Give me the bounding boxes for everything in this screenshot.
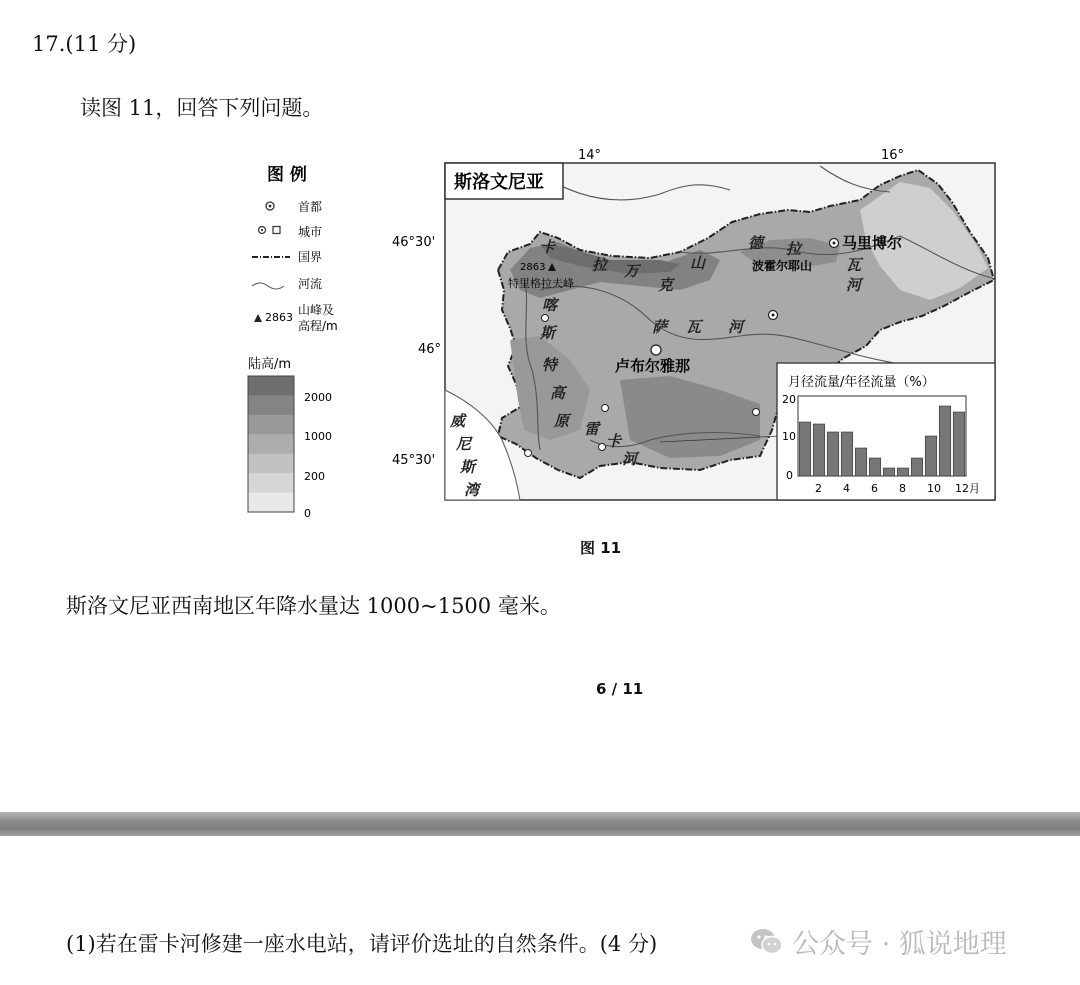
chart-bar-month-11 <box>939 406 950 476</box>
chart-xtick: 6 <box>871 482 878 495</box>
legend-elev-title: 陆高/m <box>248 357 292 372</box>
karavanke-char-4: 克 <box>658 276 674 294</box>
karavanke-char-1: 卡 <box>540 238 556 256</box>
chart-xtick: 10 <box>927 482 941 495</box>
city-symbol-icon <box>259 227 281 234</box>
question-number: 17.(11 分) <box>32 32 137 56</box>
chart-bar-month-6 <box>869 458 880 476</box>
page-indicator: 6 / 11 <box>596 680 644 698</box>
map-title: 斯洛文尼亚 <box>454 172 544 193</box>
chart-xtick: 2 <box>815 482 822 495</box>
elev-tick-2000: 2000 <box>304 391 332 404</box>
karavanke-char-2: 拉 <box>592 256 608 274</box>
capital-symbol-icon <box>266 202 274 210</box>
figure-caption: 图 11 <box>580 539 622 557</box>
chart-title: 月径流量/年径流量（%） <box>788 375 935 390</box>
chart-ytick-20: 20 <box>782 393 796 406</box>
elevation-band <box>248 376 294 396</box>
chart-bar-month-1 <box>799 422 810 476</box>
ljubljana-capital-icon <box>651 345 661 355</box>
drava-char-3: 瓦 <box>846 256 862 274</box>
karst-char-4: 高 <box>550 384 566 402</box>
elevation-scale <box>248 376 294 513</box>
legend-item-peak: 山峰及 <box>298 303 335 317</box>
map <box>392 148 995 500</box>
pohorje-label: 波霍尔耶山 <box>752 259 813 273</box>
venice-char-2: 尼 <box>456 435 472 453</box>
karst-char-3: 特 <box>542 356 558 374</box>
drava-char-4: 河 <box>846 276 862 294</box>
legend-item-city: 城市 <box>298 225 323 239</box>
sub-question-1: (1)若在雷卡河修建一座水电站，请评价选址的自然条件。(4 分) <box>66 932 658 956</box>
chart-bar-month-9 <box>911 458 922 476</box>
chart-bar-month-10 <box>925 436 936 476</box>
chart-bar-month-8 <box>897 468 908 476</box>
elev-tick-0: 0 <box>304 507 311 520</box>
peak-name: 特里格拉夫峰 <box>508 277 574 290</box>
watermark-text: 公众号 · 狐说地理 <box>792 929 1007 960</box>
question-intro: 读图 11，回答下列问题。 <box>80 96 324 120</box>
chart-xtick: 12月 <box>955 482 980 495</box>
capital-label: 卢布尔雅那 <box>615 357 691 375</box>
sava-char-3: 河 <box>728 318 744 336</box>
chart-bar-month-12 <box>953 412 964 476</box>
drava-char-1: 德 <box>748 234 764 252</box>
karst-char-2: 斯 <box>540 324 556 342</box>
chart-bar-month-2 <box>813 424 824 476</box>
reka-char-1: 雷 <box>584 420 600 438</box>
watermark <box>750 922 1007 961</box>
lat-label-45-30: 45°30' <box>392 453 436 468</box>
elevation-band <box>248 473 294 493</box>
elev-tick-200: 200 <box>304 470 325 483</box>
karavanke-shan: 山 <box>690 254 706 272</box>
chart-xtick: 4 <box>843 482 850 495</box>
elevation-band <box>248 493 294 513</box>
chart-ytick-0: 0 <box>786 469 793 482</box>
venice-char-1: 威 <box>450 412 466 430</box>
legend-item-elevation-unit: 高程/m <box>298 319 338 333</box>
sava-char-2: 瓦 <box>686 318 702 336</box>
legend-item-capital: 首都 <box>298 200 323 214</box>
lat-label-46-30: 46°30' <box>392 235 436 250</box>
reka-char-3: 河 <box>622 450 638 468</box>
question-statement: 斯洛文尼亚西南地区年降水量达 1000~1500 毫米。 <box>66 594 561 618</box>
lon-label-16: 16° <box>881 148 905 163</box>
karst-char-5: 原 <box>554 412 570 430</box>
river-symbol-icon <box>252 283 284 289</box>
elevation-band <box>248 415 294 435</box>
chart-ytick-10: 10 <box>782 430 796 443</box>
elevation-band <box>248 454 294 474</box>
figure-11 <box>240 140 1010 520</box>
legend <box>248 164 338 520</box>
peak-elevation: 2863 <box>520 262 546 273</box>
legend-title: 图 例 <box>267 165 307 185</box>
wechat-icon <box>750 927 784 957</box>
legend-peak-elev: 2863 <box>265 311 293 324</box>
chart-bar-month-7 <box>883 468 894 476</box>
runoff-chart <box>777 363 995 500</box>
lon-label-14: 14° <box>578 148 602 163</box>
karst-char-1: 喀 <box>542 296 558 314</box>
legend-item-river: 河流 <box>298 277 323 291</box>
karavanke-char-3: 万 <box>624 262 640 280</box>
maribor-label: 马里博尔 <box>842 234 903 252</box>
elevation-band <box>248 434 294 454</box>
venice-char-3: 斯 <box>460 458 476 476</box>
venice-char-4: 湾 <box>464 481 480 499</box>
chart-bar-month-3 <box>827 432 838 476</box>
reka-char-2: 卡 <box>606 432 622 450</box>
peak-symbol-icon <box>254 314 262 322</box>
page-divider <box>0 812 1080 836</box>
sava-char-1: 萨 <box>652 318 668 336</box>
elev-tick-1000: 1000 <box>304 430 332 443</box>
chart-xtick: 8 <box>899 482 906 495</box>
elevation-band <box>248 395 294 415</box>
legend-item-border: 国界 <box>298 250 323 264</box>
chart-bar-month-5 <box>855 448 866 476</box>
drava-char-2: 拉 <box>786 240 802 258</box>
chart-bar-month-4 <box>841 432 852 476</box>
lat-label-46: 46° <box>418 342 442 357</box>
